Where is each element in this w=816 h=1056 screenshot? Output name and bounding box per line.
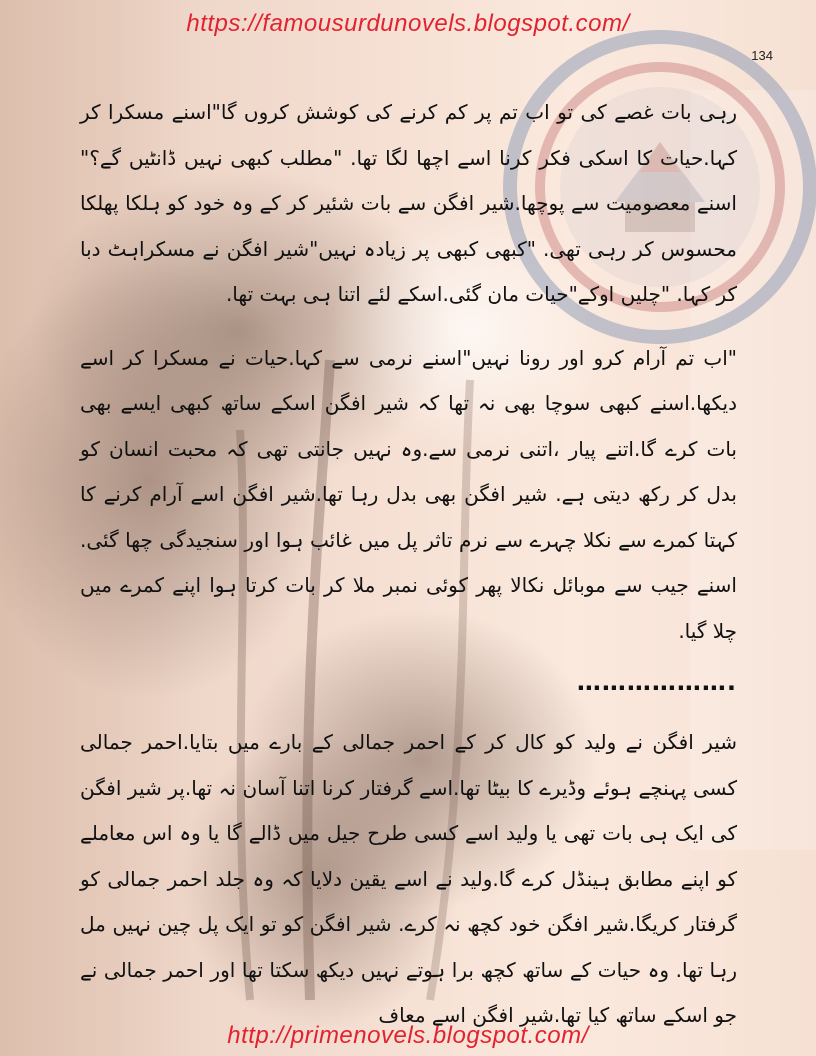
paragraph-1: رہی بات غصے کی تو اب تم پر کم کرنے کی کوشش کروں گا"اسنے مسکرا کر کہا.حیات کا اسکی فکر کرنا اسے اچھا لگا تھا. "مطلب کبھی نہیں ڈانٹیں گے؟" اسنے معصومیت سے پوچھا.شیر افگن سے بات شئیر کر کے وہ خود کو ہلکا پھلکا محسوس کر رہی تھی. "کبھی کبھی پر زیادہ نہیں"شیر افگن نے مسکراہٹ دبا کر کہا. "چلیں اوکے"حیات مان گئی.اسکے لئے اتنا ہی بہت تھا. — [80, 100, 737, 306]
section-separator: ………………. — [576, 668, 737, 696]
page-number: 134 — [751, 48, 773, 63]
header-url[interactable]: https://famousurdunovels.blogspot.com/ — [186, 10, 630, 37]
novel-text-body — [80, 90, 737, 1039]
footer-url[interactable]: http://primenovels.blogspot.com/ — [227, 1022, 589, 1049]
paragraph-2: "اب تم آرام کرو اور رونا نہیں"اسنے نرمی سے کہا.حیات نے مسکرا کر اسے دیکھا.اسنے کبھی سوچا بھی نہ تھا کہ شیر افگن اسکے ساتھ کبھی ایسے بھی بات کرے گا.اتنے پیار ،اتنی نرمی سے.وہ نہیں جانتی تھی کہ محبت انسان کو بدل کر رکھ دیتی ہے. شیر افگن بھی بدل رہا تھا.شیر افگن اسے آرام کرنے کا کہتا کمرے سے نکلا چہرے سے نرم تاثر پل میں غائب ہوا اور سنجیدگی چھا گئی. اسنے جیب سے موبائل نکالا پھر کوئی نمبر ملا کر بات کرتا ہوا اپنے کمرے میں چلا گیا. — [80, 345, 737, 643]
paragraph-3: شیر افگن نے ولید کو کال کر کے احمر جمالی کے بارے میں بتایا.احمر جمالی کسی پہنچے ہوئے وڈیرے کا بیٹا تھا.اسے گرفتار کرنا اتنا آسان نہ تھا.پر شیر افگن کی ایک ہی بات تھی یا ولید اسے کسی طرح جیل میں ڈالے گا یا وہ اس معاملے کو اپنے مطابق ہینڈل کرے گا.ولید نے اسے یقین دلایا کہ وہ جلد احمر جمالی کو گرفتار کریگا.شیر افگن خود کچھ نہ کرے. شیر افگن کو تو ایک پل چین نہیں مل رہا تھا. وہ حیات کے ساتھ کچھ برا ہوتے نہیں دیکھ سکتا تھا اور احمر جمالی نے جو اسکے ساتھ کیا تھا.شیر افگن اسے معاف — [80, 730, 737, 1027]
